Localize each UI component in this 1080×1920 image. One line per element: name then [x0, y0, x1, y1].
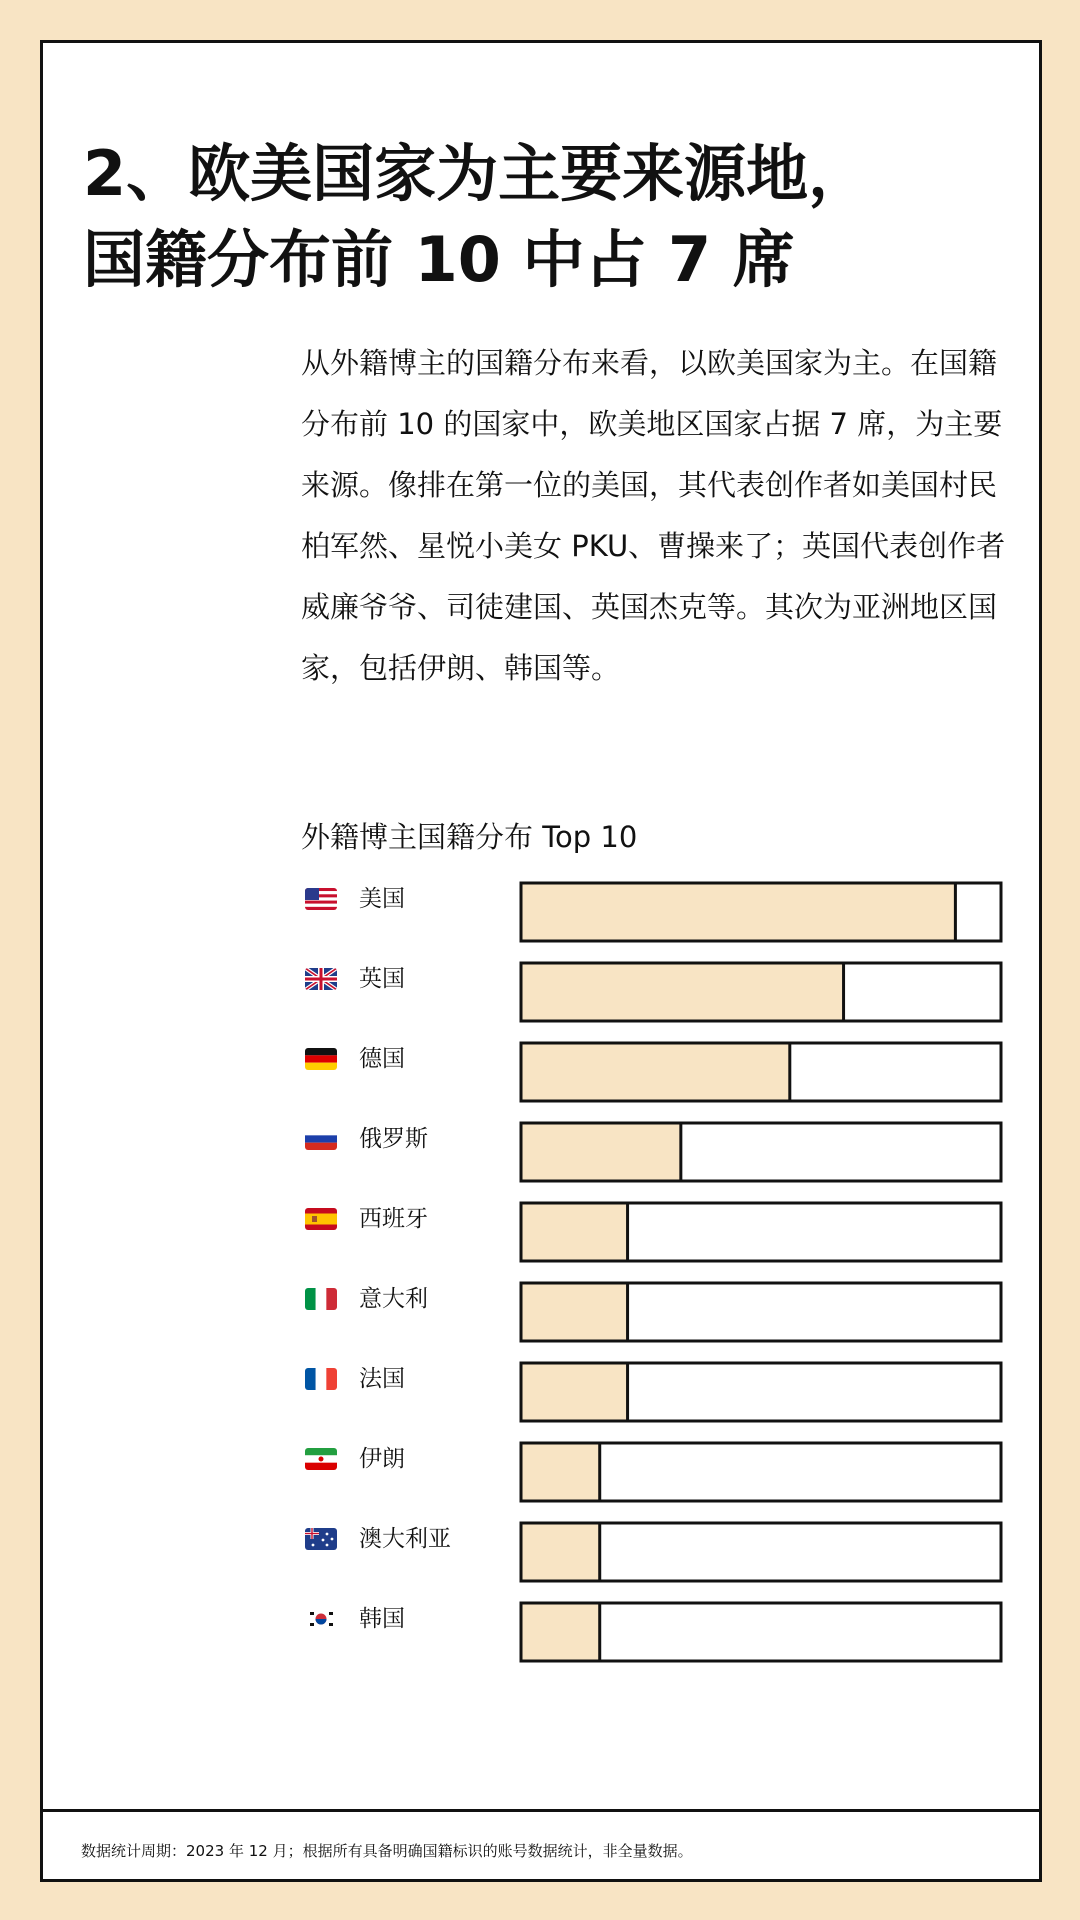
bar-row	[305, 1123, 1001, 1181]
bar-row	[305, 1603, 1001, 1661]
flag-fr-icon	[305, 1368, 337, 1390]
flag-us-icon	[305, 888, 337, 910]
bar	[521, 1443, 600, 1501]
bar	[521, 1603, 600, 1661]
category-label: 德国	[359, 1046, 405, 1072]
body-paragraph: 从外籍博主的国籍分布来看，以欧美国家为主。在国籍分布前 10 的国家中，欧美地区国家占据 7 席，为主要来源。像排在第一位的美国，其代表创作者如美国村民柏军然、星悦小美女 PKU、曹操来了；英国代表创作者威廉爷爷、司徒建国、英国杰克等。其次为亚洲地区国家，包括伊朗、韩国等。	[301, 346, 1006, 685]
bar	[521, 1523, 600, 1581]
flag-es-icon	[305, 1208, 337, 1230]
headline-line-2: 国籍分布前 10 中占 7 席	[83, 223, 795, 296]
bar-row	[305, 1283, 1001, 1341]
bar-row	[305, 1363, 1001, 1421]
bar	[521, 1363, 628, 1421]
flag-gb-icon	[305, 968, 337, 990]
category-label: 西班牙	[359, 1206, 428, 1232]
bar-row	[305, 1203, 1001, 1261]
chart-title: 外籍博主国籍分布 Top 10	[301, 820, 638, 854]
category-label: 意大利	[359, 1286, 428, 1312]
footnote: 数据统计周期：2023 年 12 月；根据所有具备明确国籍标识的账号数据统计，非全量数据。	[81, 1842, 693, 1860]
category-label: 法国	[359, 1366, 405, 1392]
bar-row	[305, 963, 1001, 1021]
headline-line-1: 2、欧美国家为主要来源地，	[83, 137, 871, 210]
flag-ru-icon	[305, 1128, 337, 1150]
bar-chart	[43, 43, 1039, 1809]
flag-de-icon	[305, 1048, 337, 1070]
flag-au-icon	[305, 1528, 337, 1550]
poster-card	[40, 40, 1042, 1882]
bar-row	[305, 1043, 1001, 1101]
bar	[521, 1203, 628, 1261]
bar-row	[305, 1523, 1001, 1581]
category-label: 俄罗斯	[359, 1126, 428, 1152]
bar	[521, 963, 844, 1021]
category-label: 英国	[359, 966, 405, 992]
category-label: 韩国	[359, 1606, 405, 1632]
bar	[521, 1043, 790, 1101]
bar-row	[305, 883, 1001, 941]
bar	[521, 1283, 628, 1341]
bar	[521, 1123, 681, 1181]
category-label: 伊朗	[359, 1446, 405, 1472]
category-label: 美国	[359, 886, 405, 912]
flag-kr-icon	[305, 1608, 337, 1630]
category-label: 澳大利亚	[359, 1526, 451, 1552]
bar	[521, 883, 955, 941]
footer-divider	[43, 1809, 1039, 1812]
flag-it-icon	[305, 1288, 337, 1310]
flag-ir-icon	[305, 1448, 337, 1470]
bar-row	[305, 1443, 1001, 1501]
